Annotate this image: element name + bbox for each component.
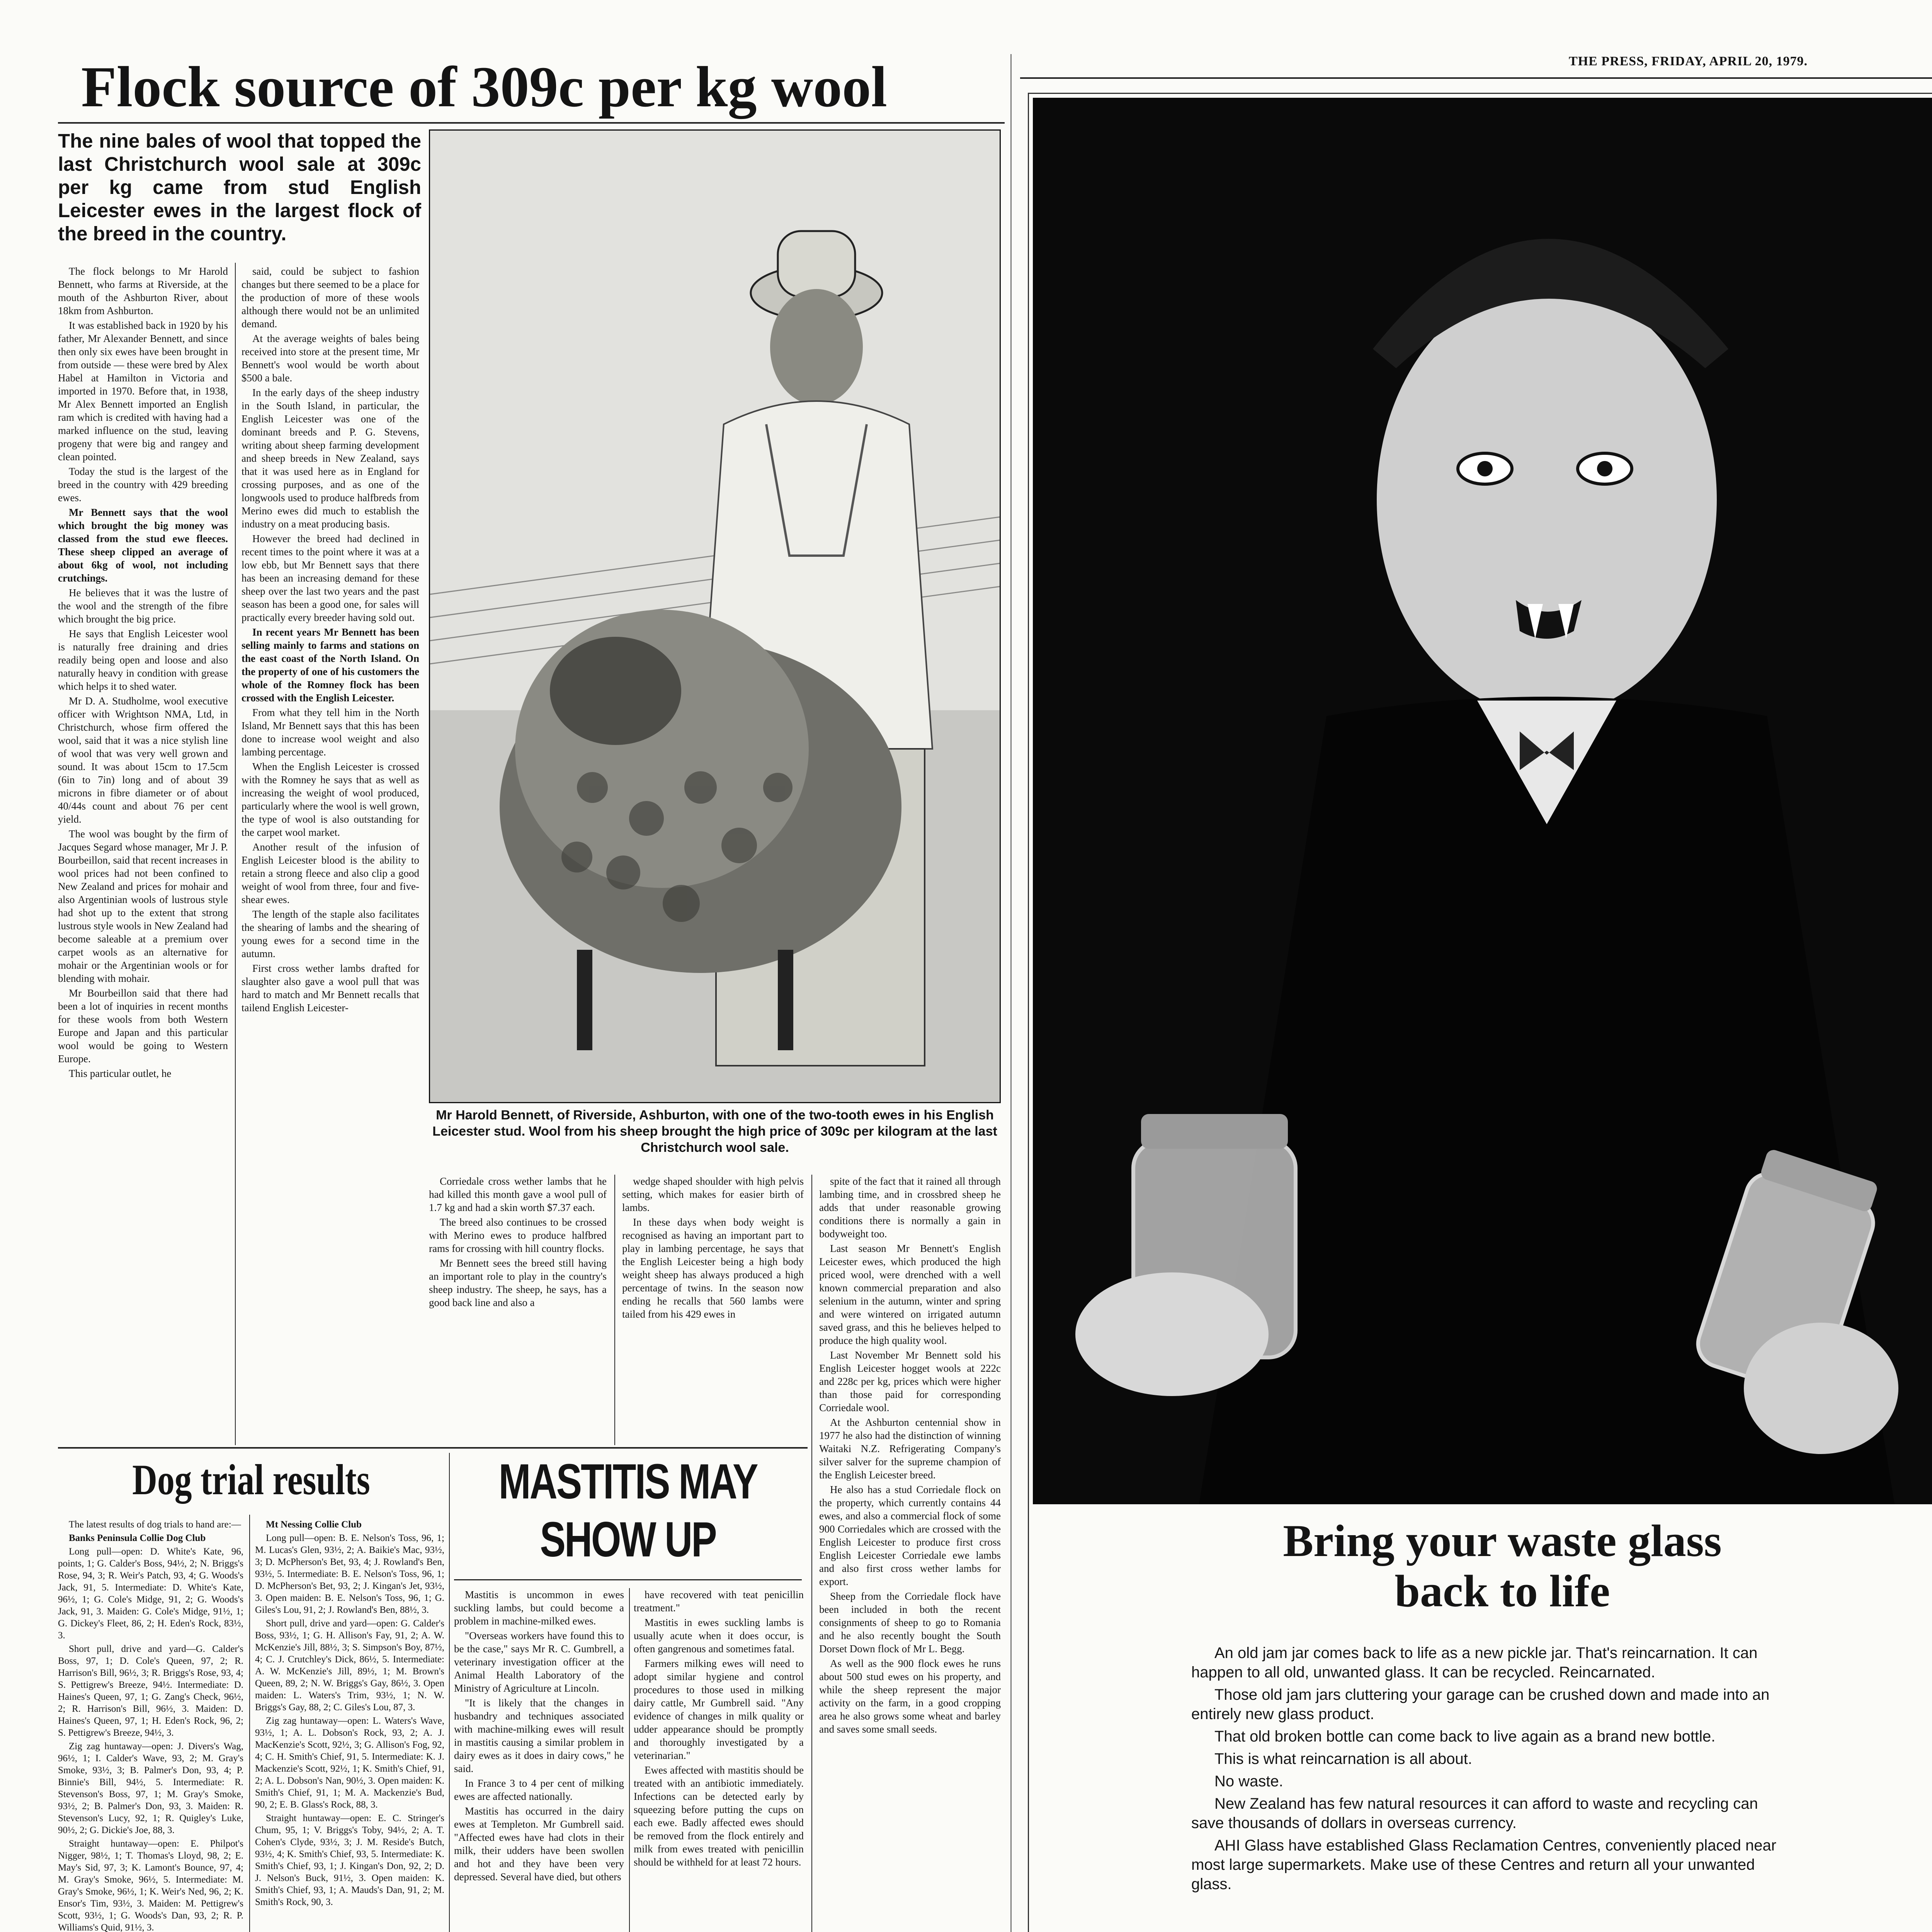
glass-paragraph: No waste. bbox=[1214, 1773, 1283, 1790]
paragraph: spite of the fact that it rained all through lambing time, and in crossbred sheep he adds that under reasonable growing conditions there is normally a gain in bodyweight too. bbox=[819, 1175, 1001, 1240]
glass-headline: Bring your waste glass back to life bbox=[1283, 1515, 1722, 1616]
paragraph: Another result of the infusion of English Leicester blood is the ability to retain a strong fleece and also clip a good weight of wool from three, four and five-shear ewes. bbox=[242, 841, 419, 905]
paragraph: The length of the staple also facilitates the shearing of lambs and the shearing of young ewes for a second time in the autumn. bbox=[242, 908, 419, 959]
paragraph: "It is likely that the changes in husbandry and techniques associated with machine-milking ewes will result in mastitis causing a similar problem in dairy ewes as it does in dairy cows," he said. bbox=[454, 1697, 624, 1774]
paragraph: Mr Bennett sees the breed still having an important role to play in the country's sheep industry. The sheep, he says, has a good back line and also a bbox=[429, 1257, 607, 1308]
masthead bbox=[1569, 54, 1932, 77]
paragraph: Corriedale cross wether lambs that he had killed this month gave a wool pull of 1.7 kg and had a skin worth $7.37 each. bbox=[429, 1175, 607, 1213]
paragraph: Zig zag huntaway—open: J. Divers's Wag, 96½, 1; I. Calder's Wave, 93, 2; M. Gray's Smoke, 93½, 3; B. Palmer's Don, 93, 4; P. Binnie's Bill, 94½, 5. Intermediate: R. Stevenson's Boss, 97, 1; M. Gray's Smoke, 93½, 2; B. Palmer's Don, 93, 3. Maiden: R. Stevenson's Lucy, 92, 1; R. Quigley's Luke, 90½, 2; G. Dickie's Joe, 88, 3. bbox=[58, 1741, 243, 1835]
paragraph: have recovered with teat penicillin treatment." bbox=[634, 1589, 804, 1614]
paragraph: Mr Bennett says that the wool which brought the big money was classed from the stud ewe fleeces. These sheep clipped an average of about 6kg of wool, not including crutchings. bbox=[58, 507, 228, 584]
paragraph: Straight huntaway—open: E. C. Stringer's Chum, 95, 1; V. Briggs's Toby, 94½, 2; A. T. Cohen's Clyde, 93½, 3; J. M. Reside's Butch, 93½, 4; K. Smith's Chief, 93, 5. Intermediate: K. Smith's Chief, 93, 1; J. Kingan's Don, 92, 2; D. J. Nelson's Buck, 91½, 3. Open maiden: K. Smith's Chief, 93, 1; A. Mauds's Dan, 91, 2; M. Smith's Rock, 90, 3. bbox=[255, 1813, 444, 1907]
paragraph: He says that English Leicester wool is naturally free draining and dries readily being open and loose and also naturally heavy in condition with grease which helps it to shed water. bbox=[58, 628, 228, 692]
paragraph: As well as the 900 flock ewes he runs about 500 stud ewes on his property, and while the sheep represent the major activity on the farm, in a good cropping area he also grows some wheat and barley and saves some small seeds. bbox=[819, 1658, 1001, 1735]
paragraph: The flock belongs to Mr Harold Bennett, who farms at Riverside, at the mouth of the Ashburton River, about 18km from Ashburton. bbox=[58, 265, 228, 316]
glass-paragraph: An old jam jar comes back to life as a new pickle jar. That's reincarnation. It can happen to all old, unwanted glass. It can be recycled. Reincarnated. bbox=[1191, 1645, 1758, 1681]
paragraph: Mr Bourbeillon said that there had been a lot of inquiries in recent months for these wools from both Western Europe and Japan and this particular wool would be going to Western Europe. bbox=[58, 987, 228, 1065]
paragraph: In the early days of the sheep industry in the South Island, in particular, the English Leicester was one of the dominant breeds and P. G. Stevens, writing about sheep farming development and sheep breeds in New Zealand, says that it was used here as in England for crossing purposes, and as one of the longwools used to produce halfbreds from Merino ewes did much to establish the industry on a meat producing basis. bbox=[242, 387, 419, 530]
vampire-photo bbox=[1033, 98, 1932, 1504]
section-rule bbox=[58, 1447, 808, 1449]
photo-caption: Mr Harold Bennett, of Riverside, Ashburton, with one of the two-tooth ewes in his English Leicester stud. Wool from his sheep brought the high price of 309c per kilogram at the last Christchurch wool sale. bbox=[432, 1108, 997, 1155]
paragraph: Ewes affected with mastitis should be treated with an antibiotic immediately. Infections can be detected early by squeezing before putting the cups on each ewe. Badly affected ewes should be removed from the flock entirely and milk from ewes treated with penicillin should be withheld for at least 72 hours. bbox=[634, 1764, 804, 1868]
paragraph: This particular outlet, he bbox=[69, 1068, 172, 1079]
paragraph: The wool was bought by the firm of Jacques Segard whose manager, Mr J. P. Bourbeillon, said that recent increases in wool prices had not been confined to New Zealand and prices for mohair and also Argentinian wools of lustrous style had shot up to the extent that strong lustrous style wools in New Zealand had become saleable at a premium over carpet wools as an alternative for mohair or the Argentinian wools or for blending with mohair. bbox=[58, 828, 228, 984]
paragraph: Mt Nessing Collie Club bbox=[266, 1519, 362, 1530]
paragraph: Mr D. A. Studholme, wool executive officer with Wrightson NMA, Ltd, in Christchurch, whose firm offered the wool, said that it was a nice stylish line of wool that was very well grown and sound. It was about 15cm to 17.5cm (6in to 7in) long and of about 39 microns in fibre diameter or of about 40/44s count and about 76 per cent yield. bbox=[58, 695, 228, 825]
paragraph: Short pull, drive and yard—open: G. Calder's Boss, 93½, 1; G. H. Allison's Fay, 91, 2; A. W. McKenzie's Jill, 88½, 3; S. Simpson's Boy, 87½, 4; C. J. Crutchley's Dick, 86½, 5. Intermediate: A. W. McKenzie's Jill, 89½, 1; M. Brown's Queen, 89, 2; N. W. Briggs's Gay, 86½, 3. Open maiden: L. Waters's Trim, 93½, 1; N. W. Briggs's Gay, 88, 2; C. Giles's Lou, 87, 3. bbox=[255, 1618, 444, 1713]
paragraph: Farmers milking ewes will need to adopt similar hygiene and control procedures to those used in milking dairy cattle, Mr Gumbrell said. "Any evidence of changes in milk quality or udder appearance should be promptly and thoroughly investigated by a veterinarian." bbox=[634, 1658, 804, 1761]
paragraph: When the English Leicester is crossed with the Romney he says that as well as increasing the weight of wool produced, particularly where the wool is well grown, the type of wool is also outstanding for the carpet wool market. bbox=[242, 761, 419, 838]
paragraph: At the average weights of bales being received into store at the present time, Mr Bennett's wool would be worth about $500 a bale. bbox=[242, 333, 419, 384]
col-rule bbox=[614, 1175, 615, 1445]
paragraph: He believes that it was the lustre of the wool and the strength of the fibre which brought the big price. bbox=[58, 587, 228, 625]
glass-paragraph: That old broken bottle can come back to live again as a brand new bottle. bbox=[1214, 1728, 1716, 1745]
page-divider bbox=[1010, 54, 1012, 1932]
flock-col-5 bbox=[819, 1175, 1001, 1932]
flock-col-2 bbox=[242, 265, 419, 1439]
flock-col-1 bbox=[58, 265, 228, 1439]
paragraph: In recent years Mr Bennett has been selling mainly to farms and stations on the east coast of the North Island. On the property of one of his customers the whole of the Romney flock has been crossed with the English Leicester. bbox=[242, 626, 419, 704]
col-rule bbox=[629, 1588, 630, 1932]
paragraph: "Overseas workers have found this to be the case," says Mr R. C. Gumbrell, a veterinary investigation officer at the Animal Health Laboratory of the Ministry of Agriculture at Lincoln. bbox=[454, 1630, 624, 1694]
paragraph: Mastitis is uncommon in ewes suckling lambs, but could become a problem in machine-milked ewes. bbox=[454, 1589, 624, 1627]
paragraph: Long pull—open: B. E. Nelson's Toss, 96, 1; M. Lucas's Glen, 93½, 2; A. Baikie's Mac, 93½, 3; D. McPherson's Bet, 93, 4; J. Rowland's Ben, 93½, 5. Intermediate: B. E. Nelson's Toss, 96, 1; D. McPherson's Bet, 93, 2; J. Kingan's Jet, 93½, 3. Open maiden: B. E. Nelson's Toss, 96, 1; G. Giles's Lou, 91, 2; J. Rowland's Ben, 88½, 3. bbox=[255, 1533, 444, 1615]
dog-trial-headline: Dog trial results bbox=[132, 1456, 370, 1504]
paragraph: wedge shaped shoulder with high pelvis setting, which makes for easier birth of lambs. bbox=[622, 1175, 804, 1213]
paragraph: In these days when body weight is recognised as having an important part to play in lambing percentage, he says that the English Leicester being a high body weight sheep has always produced a high percentage of twins. In the season now ending he recalls that 560 lambs were tailed from his 429 ewes in bbox=[622, 1216, 804, 1320]
mastitis-col-2 bbox=[634, 1588, 804, 1932]
glass-paragraph: New Zealand has few natural resources it can afford to waste and recycling can save thousands of dollars in overseas currency. bbox=[1191, 1795, 1758, 1832]
paragraph: At the Ashburton centennial show in 1977 he also had the distinction of winning Waitaki N.Z. Refrigerating Company's silver salver for the supreme champion of the English Leicester breed. bbox=[819, 1417, 1001, 1481]
paragraph: Last season Mr Bennett's English Leicester ewes, which produced the high priced wool, were drenched with a well known commercial preparation and also selenium in the autumn, winter and spring and were wintered on irrigated autumn saved grass, and this he believes helped to produce the high quality wool. bbox=[819, 1243, 1001, 1346]
paragraph: Straight huntaway—open: E. Philpot's Nigger, 98½, 1; T. Thomas's Lloyd, 98, 2; E. May's Sid, 97, 3; K. Lamont's Bounce, 97, 4; M. Gray's Smoke, 96½, 5. Intermediate: M. Gray's Smoke, 96½, 1; K. Weir's Ned, 96, 2; K. Ensor's Tim, 93½, 3. Maiden: M. Pettigrew's Scott, 93½, 1; G. Woods's Dan, 93, 2; R. P. Williams's Quid, 91½, 3. bbox=[58, 1838, 243, 1932]
col-rule bbox=[235, 263, 236, 1445]
flock-col-3 bbox=[429, 1175, 607, 1445]
flock-headline: Flock source of 309c per kg wool bbox=[58, 54, 1005, 124]
paragraph: Last November Mr Bennett sold his English Leicester hogget wools at 222c and 228c per kg, prices which were higher than those paid for corresponding Corriedale wool. bbox=[819, 1349, 1001, 1413]
paragraph: From what they tell him in the North Island, Mr Bennett says that this has been done to increase wool weight and also lambing percentage. bbox=[242, 707, 419, 758]
glass-ad bbox=[1028, 93, 1932, 1932]
col-rule bbox=[249, 1515, 250, 1932]
paragraph: Banks Peninsula Collie Dog Club bbox=[69, 1533, 206, 1543]
paragraph: Zig zag huntaway—open: L. Waters's Wave, 93½, 1; A. L. Dobson's Rock, 93, 2; A. J. MacKenzie's Scott, 92½, 3; G. Allison's Fog, 92, 4; C. H. Smith's Chief, 91, 5. Intermediate: K. J. Mackenzie's Scott, 92½, 1; K. Smith's Chief, 91, 2; A. L. Dobson's Nan, 90½, 3. Open maiden: K. Smith's Chief, 91, 1; M. A. Mackenzie's Bud, 90, 2; E. B. Glass's Rock, 88, 3. bbox=[255, 1716, 444, 1810]
mastitis-headline: MASTITIS MAY SHOW UP bbox=[454, 1453, 802, 1580]
paragraph: The breed also continues to be crossed with Merino ewes to produce halfbred rams for crossing with hill country flocks. bbox=[429, 1216, 607, 1254]
paragraph: Sheep from the Corriedale flock have been included in both the recent consignments of sheep to go to Romania and he also recently bought the South Dorset Down flock of Mr L. Begg. bbox=[819, 1590, 1001, 1655]
glass-paragraph: Those old jam jars cluttering your garage can be crushed down and made into an entirely new glass product. bbox=[1191, 1686, 1770, 1723]
farmer-with-sheep-photo bbox=[429, 129, 1001, 1103]
paragraph: In France 3 to 4 per cent of milking ewes are affected nationally. bbox=[454, 1777, 624, 1802]
paragraph: Today the stud is the largest of the breed in the country with 429 breeding ewes. bbox=[58, 466, 228, 503]
farmer-sheep-illustration bbox=[430, 131, 1000, 1102]
masthead-rule bbox=[1020, 77, 1932, 79]
paragraph: Mastitis in ewes suckling lambs is usually acute when it does occur, is often gangrenous and sometimes fatal. bbox=[634, 1617, 804, 1655]
dog-trial-col-2 bbox=[255, 1519, 444, 1932]
flock-col-4 bbox=[622, 1175, 804, 1445]
paper-date: THE PRESS, FRIDAY, APRIL 20, 1979. bbox=[1569, 54, 1808, 68]
paragraph: The latest results of dog trials to hand are:— bbox=[69, 1519, 241, 1530]
dog-trial-col-1 bbox=[58, 1519, 243, 1932]
paragraph: Mastitis has occurred in the dairy ewes at Templeton. Mr Gumbrell said. "Affected ewes have had clots in their milk, their udders have been swollen and hot and they have been very depressed. Several have died, but others bbox=[454, 1805, 624, 1883]
mastitis-col-1 bbox=[454, 1588, 624, 1932]
paragraph: First cross wether lambs drafted for slaughter also gave a wool pull that was hard to match and Mr Bennett recalls that tailend English Leicester- bbox=[242, 963, 419, 1014]
paragraph: It was established back in 1920 by his father, Mr Alexander Bennett, and since then only six ewes have been brought in from outside — these were bred by Alex Habel at Hamilton in Victoria and imported in 1970. Before that, in 1938, Mr Alex Bennett imported an English ram which is credited with having had a marked influence on the stud, leaving progeny that were big and rangey and clean pointed. bbox=[58, 320, 228, 463]
col-rule bbox=[449, 1453, 450, 1932]
paragraph: Long pull—open: D. White's Kate, 96, points, 1; G. Calder's Boss, 94½, 2; N. Briggs's Rose, 94, 3; R. Weir's Patch, 93, 4; G. Woods's Jack, 91, 5. Intermediate: D. White's Kate, 96½, 1; G. Cole's Midge, 91, 2; G. Woods's Jack, 91, 3. Maiden: G. Cole's Midge, 91½, 1; G. Dickey's Fleet, 86, 2; H. Eden's Rock, 83½, 3. bbox=[58, 1546, 243, 1641]
glass-body bbox=[1191, 1643, 1794, 1897]
glass-paragraph: This is what reincarnation is all about. bbox=[1214, 1750, 1472, 1767]
paragraph: However the breed had declined in recent times to the point where it was at a low ebb, but Mr Bennett says that there has been an increasing demand for these sheep over the last two years and the past season has been a good one, for sales will practically every breeder having sold out. bbox=[242, 533, 419, 623]
vampire-holding-jars-illustration bbox=[1033, 98, 1932, 1504]
paragraph: He also has a stud Corriedale flock on the property, which currently contains 44 ewes, and also a commercial flock of some 900 Corriedales which are crossed with the English Leicester to produce first cross English Leicester Corriedale ewe lambs and also first cross wether lambs for export. bbox=[819, 1484, 1001, 1587]
glass-paragraph: AHI Glass have established Glass Reclamation Centres, conveniently placed near most large supermarkets. Make use of these Centres and return all your unwanted glass. bbox=[1191, 1837, 1777, 1893]
flock-standfirst: The nine bales of wool that topped the last Christchurch wool sale at 309c per kg came from stud English Leicester ewes in the largest flock of the breed in the country. bbox=[58, 130, 421, 245]
paragraph: said, could be subject to fashion changes but there seemed to be a place for the production of more of these wools although there would not be an unlimited demand. bbox=[242, 265, 419, 330]
col-rule bbox=[811, 1175, 812, 1932]
paragraph: Short pull, drive and yard—G. Calder's Boss, 97, 1; D. Cole's Queen, 97, 2; R. Harrison's Bill, 96½, 3; R. Briggs's Rose, 93, 4; S. Pettigrew's Breeze, 94½. Intermediate: D. Haines's Queen, 97, 1; G. Zang's Check, 96½, 2; R. Harrison's Bill, 96½, 3. Maiden: D. Haines's Queen, 97, 1; H. Eden's Rock, 96, 2; S. Pettigrew's Breeze, 94½, 3. bbox=[58, 1644, 243, 1738]
